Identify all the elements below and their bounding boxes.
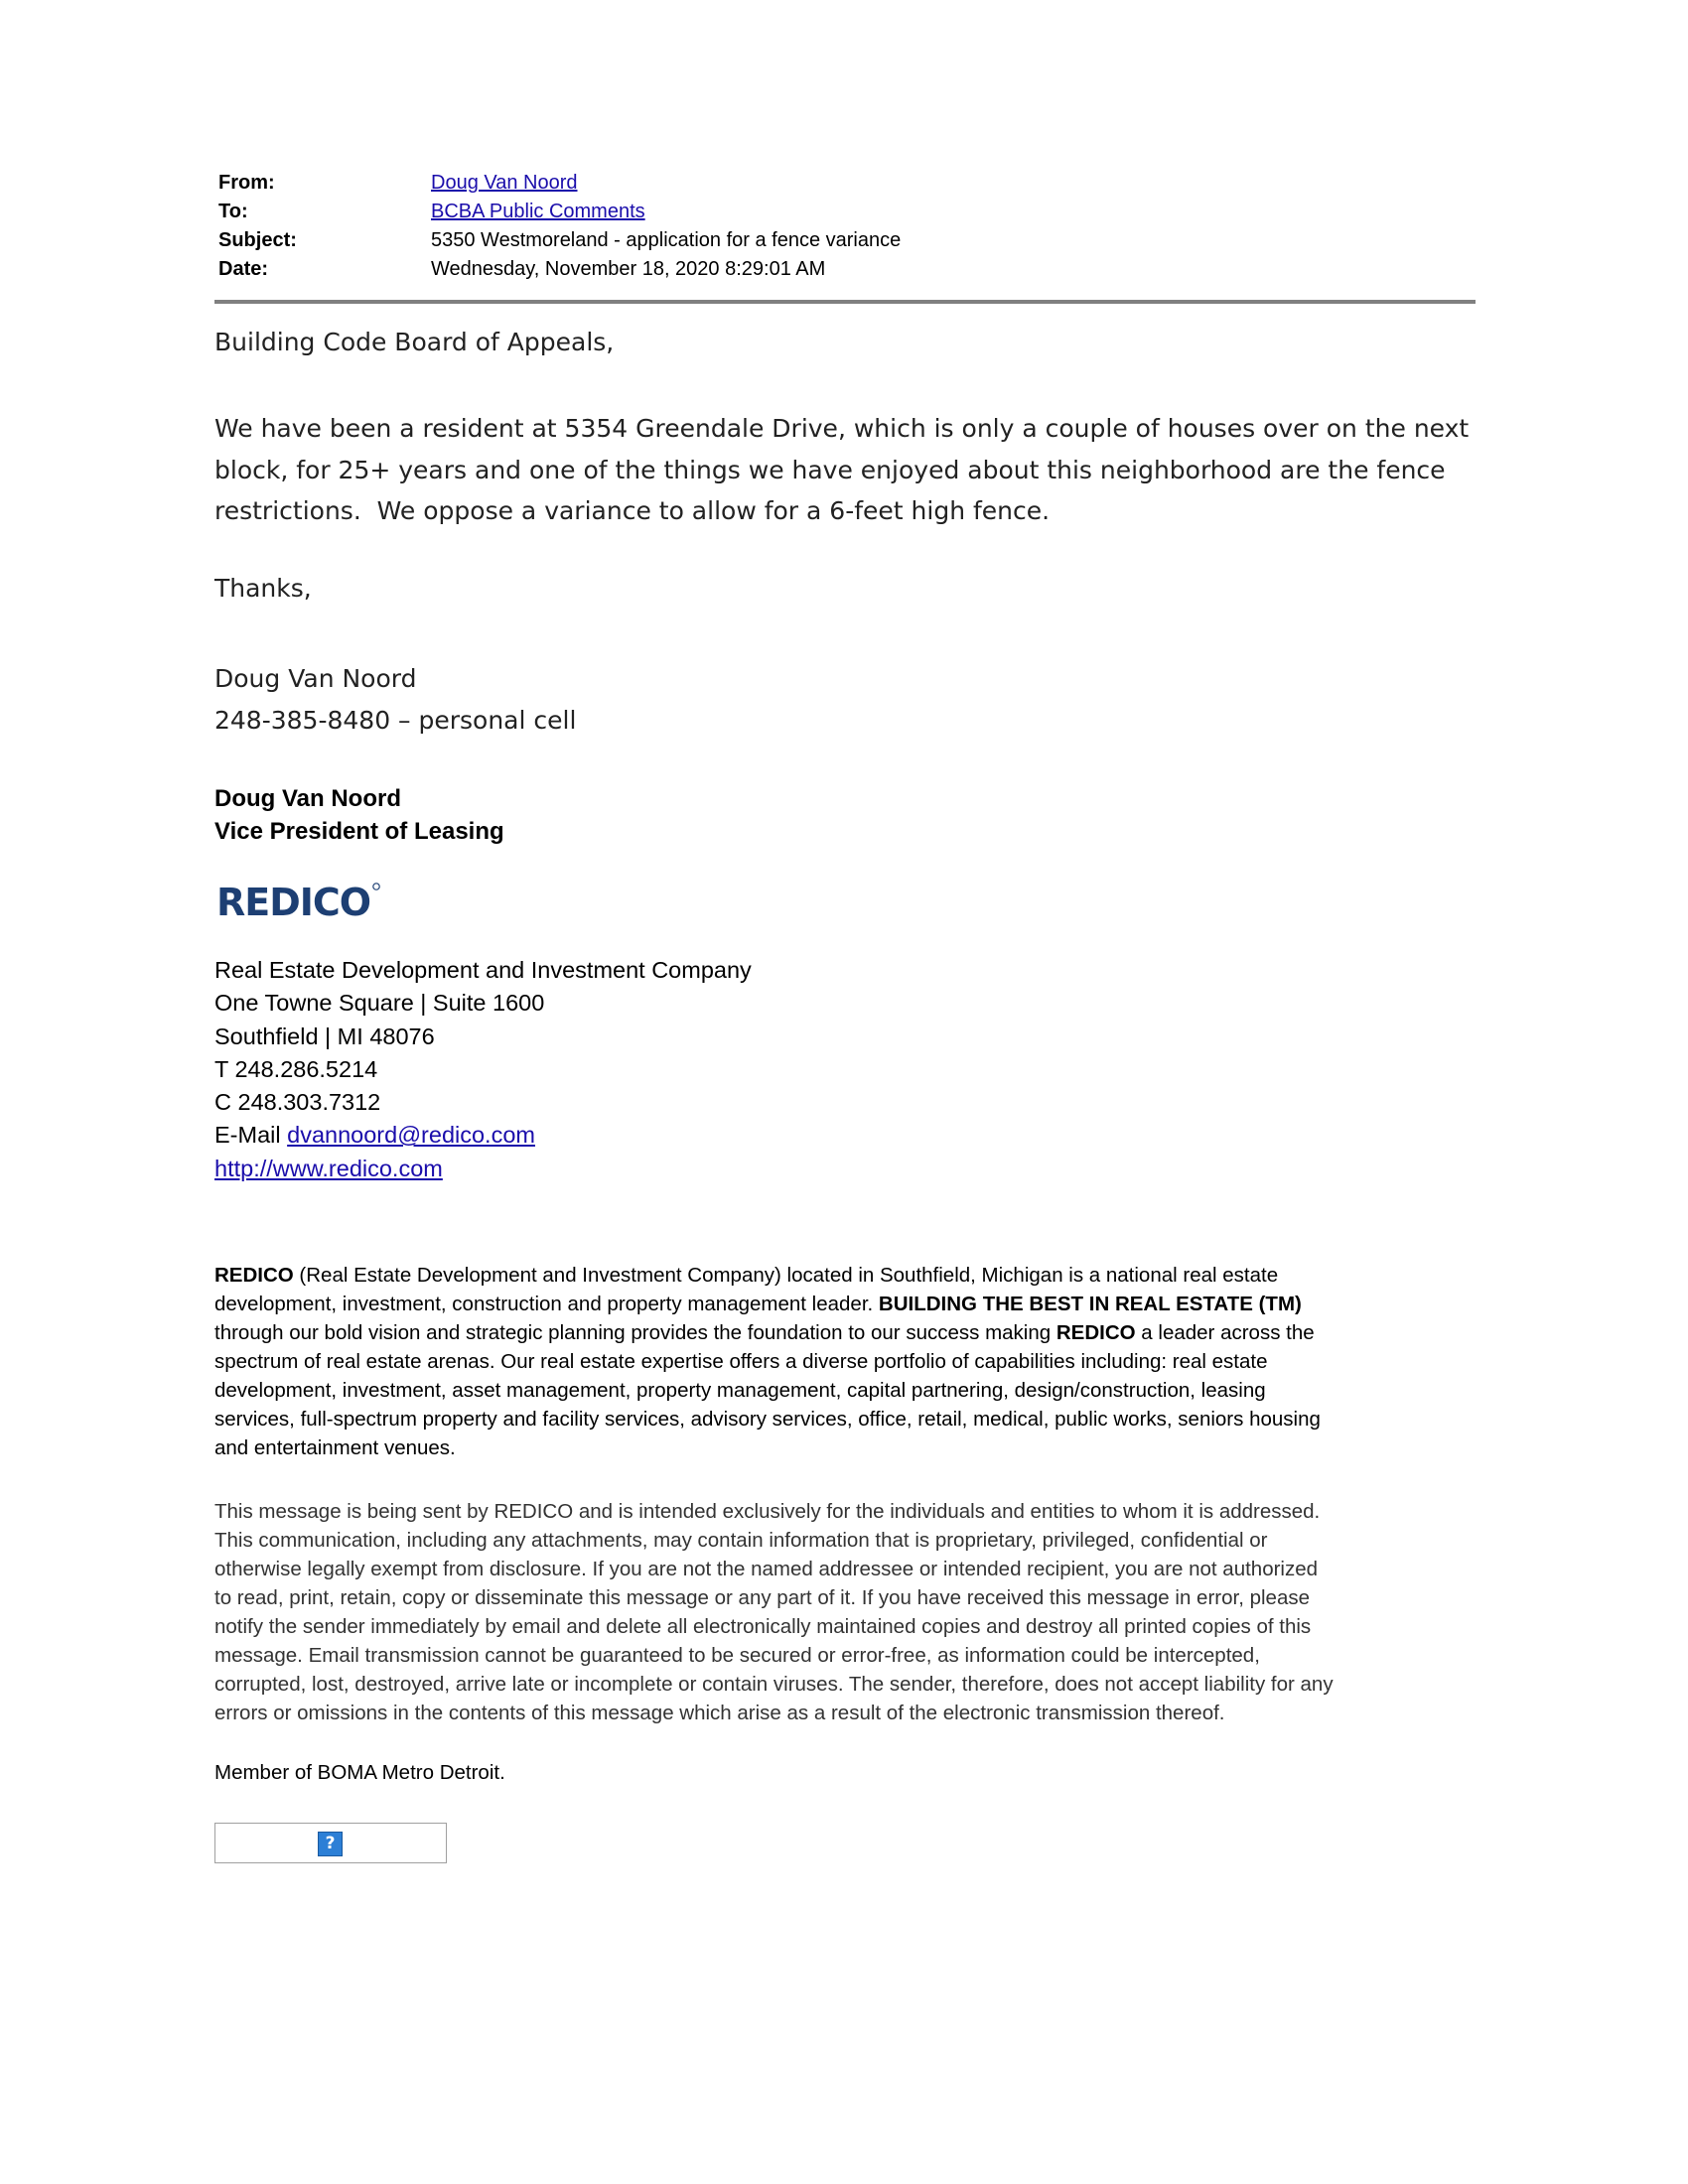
blurb-text: (Real Estate Development and Investment Company) located in Southfield, Michigan is a national real estate bbox=[293, 1264, 1279, 1287]
to-row bbox=[218, 198, 1479, 226]
message-paragraph bbox=[214, 408, 1495, 532]
to-label: To: bbox=[218, 201, 248, 222]
disclaimer-line: corrupted, lost, destroyed, arrive late or incomplete or contain viruses. The sender, therefore, does not accept liability for any bbox=[214, 1673, 1334, 1696]
blurb-text: development, investment, asset management, property management, capital partnering, design/construction, leasing bbox=[214, 1379, 1266, 1402]
signature-name: Doug Van Noord bbox=[214, 785, 401, 812]
from-row bbox=[218, 169, 1479, 198]
from-label: From: bbox=[218, 172, 275, 194]
disclaimer-line: errors or omissions in the contents of this message which arise as a result of the electronic transmission thereof. bbox=[214, 1702, 1225, 1724]
from-link[interactable]: Doug Van Noord bbox=[431, 172, 578, 194]
blurb-bold-text: BUILDING THE BEST IN REAL ESTATE (TM) bbox=[878, 1293, 1302, 1315]
website-line bbox=[214, 1153, 752, 1185]
email-line bbox=[214, 1119, 752, 1152]
website-link[interactable]: http://www.redico.com bbox=[214, 1155, 443, 1181]
disclaimer-line: This message is being sent by REDICO and is intended exclusively for the individuals and entities to whom it is addressed. bbox=[214, 1500, 1321, 1523]
legal-disclaimer bbox=[214, 1497, 1485, 1727]
subject-value: 5350 Westmoreland - application for a fence variance bbox=[431, 229, 902, 251]
date-value: Wednesday, November 18, 2020 8:29:01 AM bbox=[431, 258, 826, 280]
paragraph-line: block, for 25+ years and one of the things we have enjoyed about this neighborhood are the fence bbox=[214, 455, 1446, 484]
subject-label: Subject: bbox=[218, 229, 297, 251]
sender-name: Doug Van Noord bbox=[214, 664, 417, 693]
broken-image-placeholder bbox=[214, 1823, 447, 1863]
blurb-line bbox=[214, 1290, 1485, 1318]
disclaimer-line: message. Email transmission cannot be guaranteed to be secured or error-free, as information could be intercepted, bbox=[214, 1644, 1260, 1667]
sender-block bbox=[214, 658, 1495, 741]
disclaimer-line: otherwise legally exempt from disclosure. If you are not the named addressee or intended recipient, you are not authorized bbox=[214, 1558, 1319, 1580]
address-line: Southfield | MI 48076 bbox=[214, 1023, 435, 1049]
signature-title: Vice President of Leasing bbox=[214, 818, 504, 845]
disclaimer-line: to read, print, retain, copy or disseminate this message or any part of it. If you have received this message in error, please bbox=[214, 1586, 1310, 1609]
blurb-line bbox=[214, 1261, 1485, 1290]
date-row bbox=[218, 255, 1479, 284]
company-blurb bbox=[214, 1261, 1485, 1462]
blurb-text: services, full-spectrum property and facility services, advisory services, office, retail, medical, public works, seniors housing bbox=[214, 1408, 1321, 1431]
question-icon: ? bbox=[318, 1832, 343, 1856]
membership-note: Member of BOMA Metro Detroit. bbox=[214, 1761, 505, 1784]
date-label: Date: bbox=[218, 258, 269, 280]
email-label: E-Mail bbox=[214, 1122, 288, 1149]
address-line: One Towne Square | Suite 1600 bbox=[214, 990, 545, 1017]
blurb-text: spectrum of real estate arenas. Our real estate expertise offers a diverse portfolio of capabilities including: real estate bbox=[214, 1350, 1268, 1373]
to-link[interactable]: BCBA Public Comments bbox=[431, 201, 645, 222]
blurb-line bbox=[214, 1318, 1485, 1347]
blurb-text: through our bold vision and strategic planning provides the foundation to our success making bbox=[214, 1321, 1056, 1344]
paragraph-line: restrictions. We oppose a variance to allow for a 6-feet high fence. bbox=[214, 496, 1051, 525]
greeting: Building Code Board of Appeals, bbox=[214, 328, 615, 356]
phone-office: T 248.286.5214 bbox=[214, 1055, 378, 1082]
email-link[interactable]: dvannoord@redico.com bbox=[287, 1122, 535, 1149]
disclaimer-line: notify the sender immediately by email and delete all electronically maintained copies and destroy all printed copies of this bbox=[214, 1615, 1312, 1638]
blurb-line bbox=[214, 1347, 1485, 1376]
blurb-line bbox=[214, 1376, 1485, 1405]
sender-phone: 248-385-8480 – personal cell bbox=[214, 705, 577, 735]
blurb-line bbox=[214, 1433, 1485, 1462]
disclaimer-line: This communication, including any attachments, may contain information that is proprietary, privileged, confidential or bbox=[214, 1529, 1268, 1552]
redico-logo-text: REDICO bbox=[216, 881, 371, 922]
blurb-text: development, investment, construction and property management leader. bbox=[214, 1293, 879, 1315]
company-contact bbox=[214, 954, 752, 1185]
blurb-bold-text: REDICO bbox=[214, 1264, 294, 1287]
signature-title-block bbox=[214, 782, 504, 848]
redico-logo bbox=[214, 879, 383, 922]
closing: Thanks, bbox=[214, 574, 312, 603]
blurb-line bbox=[214, 1405, 1485, 1433]
blurb-bold-text: REDICO bbox=[1055, 1321, 1136, 1344]
phone-cell: C 248.303.7312 bbox=[214, 1089, 381, 1116]
subject-row bbox=[218, 226, 1479, 255]
header-divider bbox=[214, 300, 1476, 304]
blurb-text: and entertainment venues. bbox=[214, 1436, 456, 1459]
email-header bbox=[218, 169, 1479, 284]
paragraph-line: We have been a resident at 5354 Greendale Drive, which is only a couple of houses over on the next bbox=[214, 414, 1470, 443]
company-name: Real Estate Development and Investment Company bbox=[214, 957, 752, 983]
blurb-text: a leader across the bbox=[1135, 1321, 1315, 1344]
